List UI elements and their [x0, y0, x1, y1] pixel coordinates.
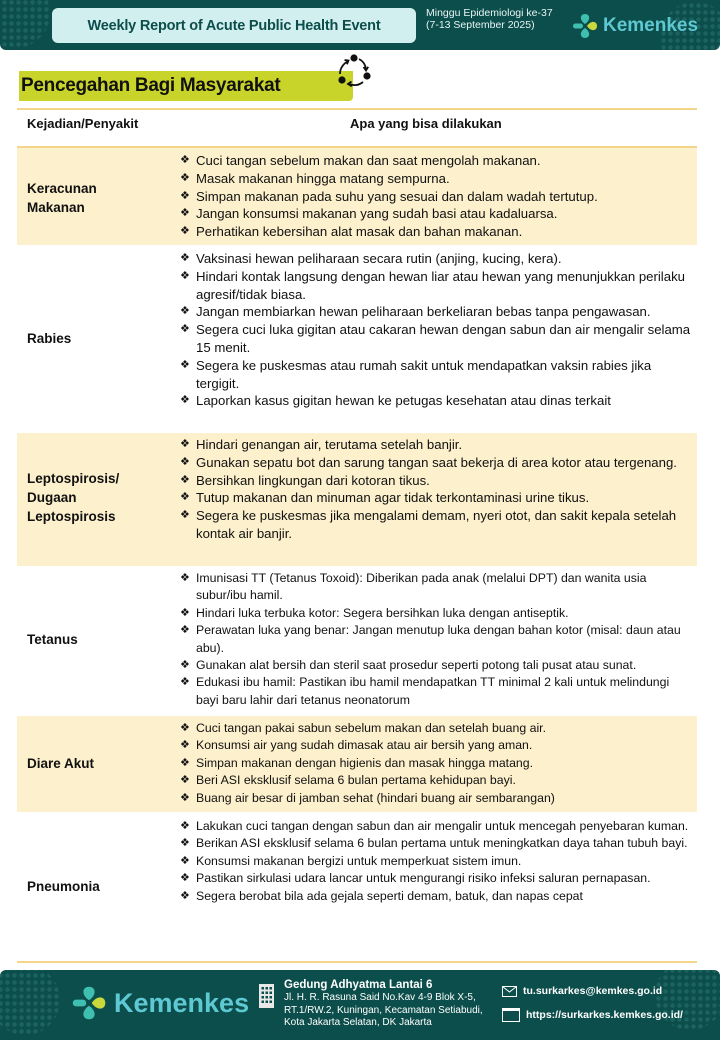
disease-name-line: Tetanus: [27, 632, 78, 647]
prevention-list: [180, 720, 693, 807]
diamond-bullet-icon: ❖: [180, 171, 190, 184]
prevention-item: ❖ Bersihkan lingkungan dari kotoran tikus.: [180, 472, 430, 488]
header-bar: [0, 0, 720, 50]
diamond-bullet-icon: ❖: [180, 225, 190, 238]
table-row: [17, 716, 697, 812]
table-bottom-rule: [17, 961, 697, 963]
office-address: [284, 979, 483, 1030]
kemenkes-logo-text: Kemenkes: [603, 15, 699, 36]
disease-name-line: Keracunan: [27, 181, 97, 196]
disease-name-line: Rabies: [27, 331, 72, 346]
kemenkes-footer-logo: [70, 984, 249, 1022]
section-title-banner: [19, 71, 353, 101]
prevention-item: ❖ Jangan konsumsi makanan yang sudah basi atau kadaluarsa.: [180, 206, 558, 222]
prevention-item: ❖ Konsumsi makanan bergizi untuk memperkuat sistem imun.: [180, 853, 693, 870]
prevention-item: ❖ Segera berobat bila ada gejala seperti demam, batuk, dan napas cepat: [180, 888, 693, 905]
diamond-bullet-icon: ❖: [180, 509, 190, 522]
diamond-bullet-icon: ❖: [180, 756, 190, 769]
diamond-bullet-icon: ❖: [180, 269, 190, 282]
diamond-bullet-icon: ❖: [180, 791, 190, 804]
kemenkes-logo-icon: [70, 984, 108, 1022]
diamond-bullet-icon: ❖: [180, 774, 190, 787]
diamond-bullet-icon: ❖: [180, 323, 190, 336]
disease-name-line: Leptospirosis/: [27, 471, 120, 486]
prevention-item: ❖ Berikan ASI eksklusif selama 6 bulan pertama untuk meningkatkan daya tahan tubuh bayi.: [180, 835, 693, 852]
address-line: Jl. H. R. Rasuna Said No.Kav 4-9 Blok X-5,: [284, 992, 476, 1003]
disease-name: [27, 877, 100, 896]
disease-name: [27, 469, 119, 526]
column-header-actions: Apa yang bisa dilakukan: [350, 116, 502, 131]
building-icon: [258, 982, 275, 1008]
footer-bar: [0, 970, 720, 1040]
prevention-item: ❖ Cuci tangan pakai sabun sebelum makan dan setelah buang air.: [180, 720, 693, 737]
diamond-bullet-icon: ❖: [180, 624, 190, 637]
prevention-list: [180, 436, 693, 543]
prevention-item: ❖ Laporkan kasus gigitan hewan ke petugas kesehatan atau dinas terkait: [180, 393, 611, 409]
column-header-disease: Kejadian/Penyakit: [27, 116, 139, 131]
epi-week-info: [426, 7, 553, 31]
prevention-item: ❖ Masak makanan hingga matang sempurna.: [180, 170, 450, 186]
prevention-item: ❖ Segera cuci luka gigitan atau cakaran hewan dengan sabun dan air mengalir selama 15 menit.: [180, 322, 691, 355]
prevention-item: ❖ Hindari genangan air, terutama setelah banjir.: [180, 437, 463, 452]
disease-name-line: Diare Akut: [27, 756, 95, 771]
diamond-bullet-icon: ❖: [180, 473, 190, 486]
diamond-bullet-icon: ❖: [180, 572, 190, 584]
prevention-item: ❖ Segera ke puskesmas atau rumah sakit untuk mendapatkan vaksin rabies jika tergigit.: [180, 357, 652, 391]
email-contact[interactable]: [502, 985, 662, 997]
prevention-list: [180, 152, 693, 241]
cycle-arrows-icon: [334, 52, 374, 90]
epi-week-label: Minggu Epidemiologi ke-37: [426, 7, 553, 19]
envelope-icon: [502, 986, 517, 997]
epi-week-dates: (7-13 September 2025): [426, 19, 535, 31]
prevention-item: ❖ Jangan membiarkan hewan peliharaan berkeliaran bebas tanpa pengawasan.: [180, 304, 651, 320]
address-line: RT.1/RW.2, Kuningan, Kecamatan Setiabudi,: [284, 1004, 483, 1016]
prevention-item: ❖ Konsumsi air yang sudah dimasak atau air bersih yang aman.: [180, 737, 693, 754]
diamond-bullet-icon: ❖: [180, 606, 190, 619]
browser-window-icon: [502, 1008, 520, 1022]
prevention-item: ❖ Vaksinasi hewan peliharaan secara rutin (anjing, kucing, kera).: [180, 251, 562, 266]
diamond-bullet-icon: ❖: [180, 438, 190, 450]
diamond-bullet-icon: ❖: [180, 739, 190, 752]
batik-pattern-decoration: [0, 0, 50, 48]
disease-name: [27, 329, 71, 348]
prevention-item: ❖ Gunakan sepatu bot dan sarung tangan saat bekerja di area kotor atau tergenang.: [180, 454, 677, 470]
prevention-item: ❖ Simpan makanan pada suhu yang sesuai dan dalam wadah tertutup.: [180, 188, 598, 204]
kemenkes-logo-icon: [571, 12, 599, 40]
diamond-bullet-icon: ❖: [180, 491, 190, 504]
prevention-item: ❖ Gunakan alat bersih dan steril saat prosedur seperti potong tali pusat atau sunat.: [180, 657, 693, 674]
diamond-bullet-icon: ❖: [180, 207, 190, 220]
kemenkes-logo-text: Kemenkes: [114, 987, 250, 1018]
prevention-item: ❖ Perawatan luka yang benar: Jangan menutup luka dengan bahan kotor (misal: daun atau abu).: [180, 623, 681, 655]
diamond-bullet-icon: ❖: [180, 889, 190, 902]
report-title: Weekly Report of Acute Public Health Event: [87, 17, 381, 34]
diamond-bullet-icon: ❖: [180, 854, 190, 867]
prevention-item: ❖ Edukasi ibu hamil: Pastikan ibu hamil mendapatkan TT minimal 2 kali untuk melindungi bayi baru lahir dari tetanus neonatorum: [180, 675, 670, 707]
website-link[interactable]: https://surkarkes.kemkes.go.id/: [526, 1009, 683, 1021]
disease-name-line: Dugaan: [27, 490, 77, 505]
prevention-list: [180, 570, 693, 709]
prevention-item: ❖ Hindari luka terbuka kotor: Segera bersihkan luka dengan antiseptik.: [180, 605, 693, 622]
table-row: [17, 568, 697, 714]
diamond-bullet-icon: ❖: [180, 872, 190, 885]
prevention-list: [180, 250, 693, 410]
address-line: Kota Jakarta Selatan, DK Jakarta: [284, 1017, 432, 1028]
diamond-bullet-icon: ❖: [180, 837, 190, 850]
prevention-item: ❖ Buang air besar di jamban sehat (hindari buang air sembarangan): [180, 790, 693, 807]
diamond-bullet-icon: ❖: [180, 252, 190, 264]
prevention-item: ❖ Tutup makanan dan minuman agar tidak terkontaminasi urine tikus.: [180, 490, 590, 506]
disease-name: [27, 630, 78, 649]
diamond-bullet-icon: ❖: [180, 189, 190, 202]
disease-name-line: Makanan: [27, 200, 85, 215]
prevention-item: ❖ Segera ke puskesmas jika mengalami demam, nyeri otot, dan sakit kepala setelah kontak air banjir.: [180, 508, 677, 541]
diamond-bullet-icon: ❖: [180, 722, 190, 734]
diamond-bullet-icon: ❖: [180, 455, 190, 468]
prevention-item: ❖ Imunisasi TT (Tetanus Toxoid): Diberikan pada anak (melalui DPT) dan wanita usia subur/ibu hamil.: [180, 571, 647, 603]
prevention-item: ❖ Beri ASI eksklusif selama 6 bulan pertama kehidupan bayi.: [180, 772, 693, 789]
prevention-item: ❖ Perhatikan kebersihan alat masak dan bahan makanan.: [180, 224, 523, 240]
table-row: [17, 433, 697, 566]
disease-name: [27, 754, 94, 773]
disease-name-line: Leptospirosis: [27, 509, 116, 524]
email-link[interactable]: tu.surkarkes@kemkes.go.id: [523, 985, 663, 997]
kemenkes-logo: [571, 12, 698, 40]
prevention-item: ❖ Cuci tangan sebelum makan dan saat mengolah makanan.: [180, 153, 541, 168]
prevention-item: ❖ Simpan makanan dengan higienis dan masak hingga matang.: [180, 755, 693, 772]
batik-pattern-decoration: [0, 970, 60, 1035]
diamond-bullet-icon: ❖: [180, 394, 190, 407]
website-contact[interactable]: [502, 1008, 683, 1022]
prevention-list: [180, 818, 693, 905]
table-row: [17, 148, 697, 245]
diamond-bullet-icon: ❖: [180, 305, 190, 318]
prevention-item: ❖ Hindari kontak langsung dengan hewan liar atau hewan yang menunjukkan perilaku agresif/tidak biasa.: [180, 268, 685, 302]
disease-name-line: Pneumonia: [27, 879, 100, 894]
diamond-bullet-icon: ❖: [180, 358, 190, 371]
table-row: [17, 814, 697, 960]
report-title-banner: [52, 8, 416, 43]
prevention-item: ❖ Lakukan cuci tangan dengan sabun dan air mengalir untuk mencegah penyebaran kuman.: [180, 818, 693, 835]
diamond-bullet-icon: ❖: [180, 154, 190, 166]
table-row: [17, 247, 697, 431]
section-title: Pencegahan Bagi Masyarakat: [21, 75, 281, 96]
table-top-rule: [17, 108, 697, 110]
prevention-item: ❖ Pastikan sirkulasi udara lancar untuk mengurangi risiko infeksi saluran pernapasan.: [180, 870, 693, 887]
diamond-bullet-icon: ❖: [180, 676, 190, 689]
building-name: Gedung Adhyatma Lantai 6: [284, 979, 433, 991]
disease-name: [27, 179, 97, 217]
diamond-bullet-icon: ❖: [180, 820, 190, 832]
diamond-bullet-icon: ❖: [180, 659, 190, 672]
